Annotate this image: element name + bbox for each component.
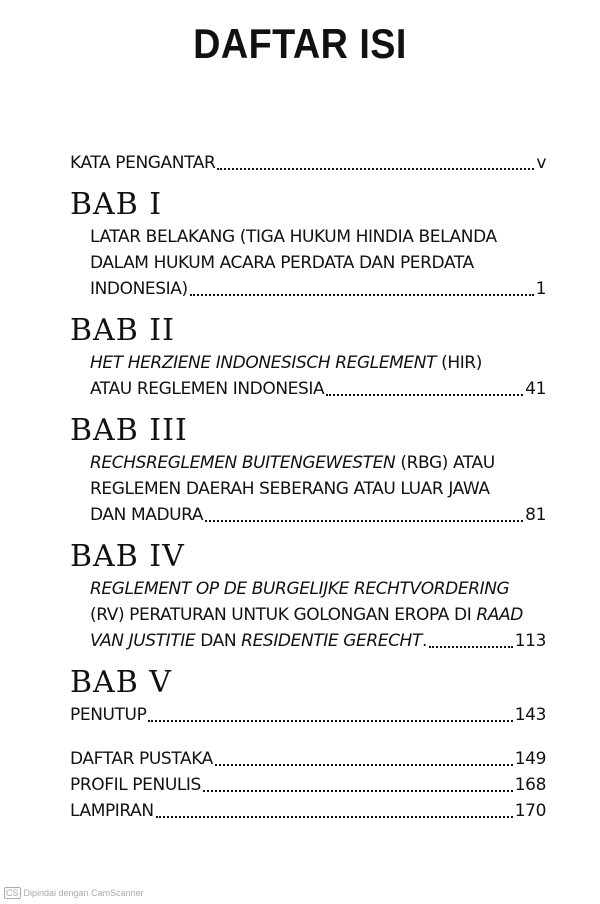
- toc-entry-bab-1[interactable]: [90, 224, 546, 302]
- toc-entry-label: LAMPIRAN: [70, 801, 154, 821]
- watermark-text: Dipindai dengan CamScanner: [23, 888, 144, 898]
- toc-entry-text-italic: VAN JUSTITIE: [90, 631, 196, 651]
- dot-leader: [190, 294, 534, 296]
- chapter-heading-bab-4: BAB IV: [70, 539, 185, 574]
- toc-entry-bab-3[interactable]: [90, 450, 546, 528]
- toc-entry-bab-4[interactable]: [90, 576, 546, 654]
- chapter-heading-bab-1: BAB I: [70, 187, 163, 222]
- dot-leader: [217, 168, 534, 170]
- dot-leader: [205, 520, 523, 522]
- toc-page-number: 168: [514, 775, 546, 795]
- toc-entry-text-italic: RAAD: [476, 605, 523, 625]
- scanner-watermark: [4, 888, 144, 898]
- camscanner-logo-icon: CS: [6, 888, 19, 898]
- toc-entry-text: (RBG) ATAU: [395, 453, 495, 473]
- dot-leader: [203, 790, 513, 792]
- chapter-heading-bab-5: BAB V: [70, 665, 172, 700]
- toc-entry-text: (RV) PERATURAN UNTUK GOLONGAN EROPA DI: [90, 605, 477, 625]
- toc-entry-label: PENUTUP: [70, 705, 147, 725]
- chapter-heading-bab-2: BAB II: [70, 313, 175, 348]
- dot-leader: [326, 394, 523, 396]
- toc-entry-label: KATA PENGANTAR: [70, 153, 216, 173]
- toc-entry-penutup[interactable]: [70, 702, 546, 728]
- toc-page-number: 143: [514, 705, 546, 725]
- toc-entry-text: REGLEMEN DAERAH SEBERANG ATAU LUAR JAWA: [90, 479, 490, 499]
- toc-entry-text-italic: REGLEMENT OP DE BURGELIJKE RECHTVORDERING: [90, 579, 510, 599]
- toc-entry-text: DALAM HUKUM ACARA PERDATA DAN PERDATA: [90, 253, 474, 273]
- toc-entry-text-italic: RECHSREGLEMEN BUITENGEWESTEN: [90, 453, 396, 473]
- toc-entry-text: (HIR): [436, 353, 482, 373]
- toc-page-number: 170: [514, 801, 546, 821]
- dot-leader: [148, 720, 512, 722]
- chapter-heading-bab-3: BAB III: [70, 413, 188, 448]
- toc-page-number: 1: [535, 279, 546, 299]
- toc-entry-text: LATAR BELAKANG (TIGA HUKUM HINDIA BELANDA: [90, 227, 497, 247]
- dot-leader: [429, 646, 513, 648]
- toc-entry-kata-pengantar[interactable]: [70, 150, 546, 176]
- toc-entry-text-italic: RESIDENTIE GERECHT: [241, 631, 422, 651]
- dot-leader: [215, 764, 513, 766]
- toc-entry-text: ATAU REGLEMEN INDONESIA: [90, 379, 325, 399]
- toc-page-number: 149: [514, 749, 546, 769]
- page-title: DAFTAR ISI: [193, 20, 407, 67]
- toc-page-number: 113: [514, 631, 546, 651]
- toc-entry-text: DAN MADURA: [90, 505, 204, 525]
- table-of-contents: [70, 150, 546, 824]
- toc-entry-lampiran[interactable]: [70, 798, 546, 824]
- toc-page-number: v: [536, 153, 546, 173]
- toc-page-number: 81: [525, 505, 546, 525]
- toc-entry-label: DAFTAR PUSTAKA: [70, 749, 213, 769]
- toc-entry-text: DAN: [195, 631, 242, 651]
- toc-entry-daftar-pustaka[interactable]: [70, 746, 546, 772]
- toc-page-number: 41: [525, 379, 546, 399]
- toc-entry-text: .: [421, 631, 427, 651]
- toc-entry-profil-penulis[interactable]: [70, 772, 546, 798]
- toc-entry-label: PROFIL PENULIS: [70, 775, 201, 795]
- dot-leader: [156, 816, 513, 818]
- toc-entry-text-italic: HET HERZIENE INDONESISCH REGLEMENT: [90, 353, 437, 373]
- toc-entry-text: INDONESIA): [90, 279, 188, 299]
- toc-entry-bab-2[interactable]: [90, 350, 546, 402]
